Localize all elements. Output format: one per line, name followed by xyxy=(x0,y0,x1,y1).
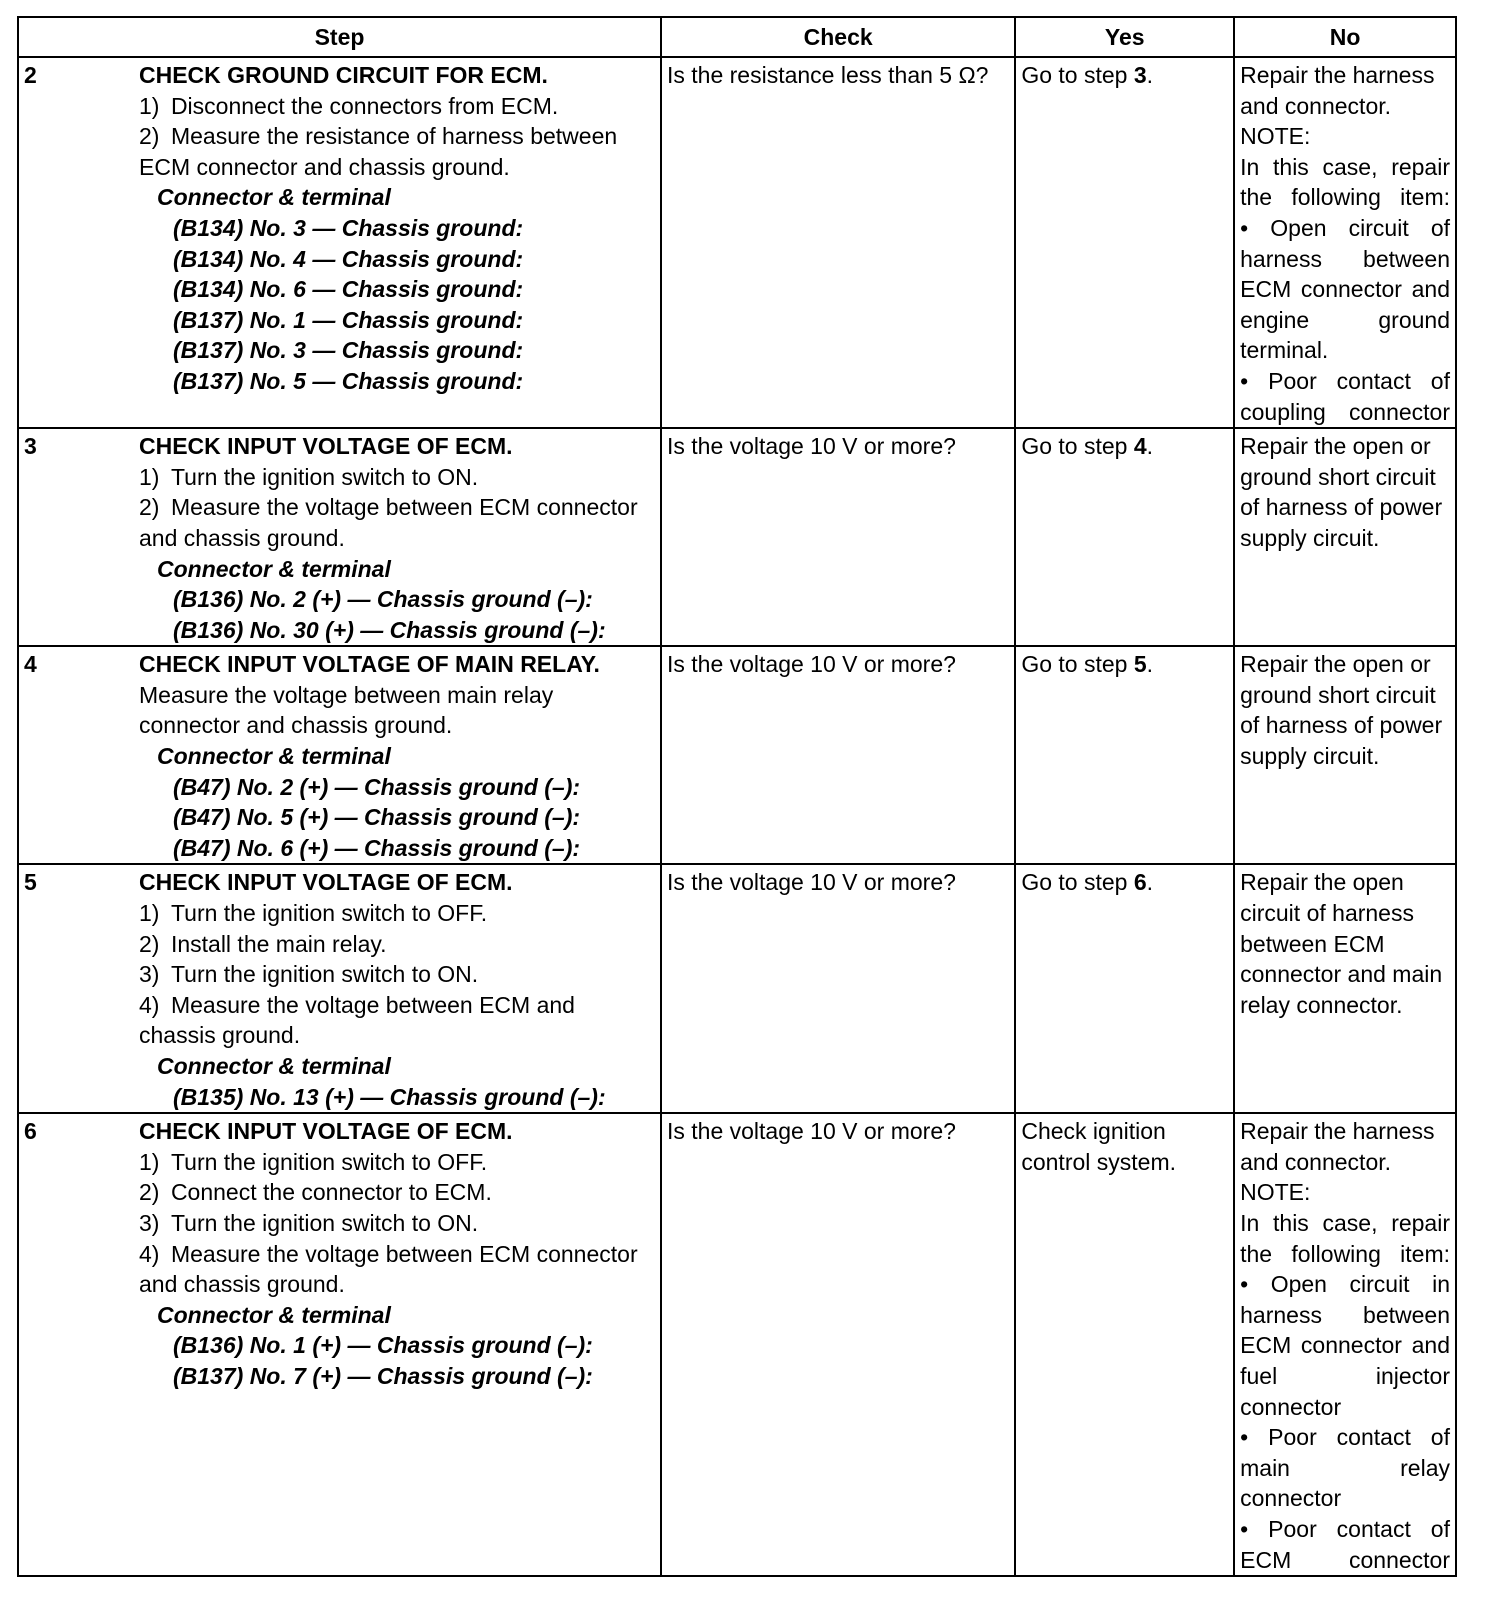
step-cell xyxy=(18,646,661,864)
step-title: CHECK INPUT VOLTAGE OF MAIN RELAY. xyxy=(139,651,600,678)
connector-terminal: (B47) No. 2 (+) — Chassis ground (–): xyxy=(173,773,581,800)
yes-text: Go to step xyxy=(1021,433,1134,460)
step-instruction: 1) Disconnect the connectors from ECM. xyxy=(139,92,559,119)
yes-step-number: 4 xyxy=(1133,433,1147,460)
yes-cell xyxy=(1015,1113,1234,1576)
connector-heading: Connector & terminal xyxy=(157,743,391,770)
note-bullet: • Poor contact of coupling connector xyxy=(1240,367,1450,425)
header-row xyxy=(18,17,1456,57)
step-instruction: 1) Turn the ignition switch to OFF. xyxy=(139,1148,488,1175)
note-label: NOTE: xyxy=(1240,1179,1311,1206)
no-cell xyxy=(1234,57,1456,428)
no-text: Repair the open or ground short circuit of harness of power supply circuit. xyxy=(1240,433,1443,551)
step-instruction: 2) Connect the connector to ECM. xyxy=(139,1179,492,1206)
step-instruction: 3) Turn the ignition switch to ON. xyxy=(139,1209,479,1236)
step-title: CHECK INPUT VOLTAGE OF ECM. xyxy=(139,433,513,460)
yes-cell: Go to step 5. xyxy=(1015,646,1234,864)
step-number: 3 xyxy=(24,433,37,460)
no-text: Repair the harness and connector. xyxy=(1240,62,1435,119)
no-cell xyxy=(1234,1113,1456,1576)
yes-cell: Go to step 4. xyxy=(1015,428,1234,646)
yes-text: Go to step xyxy=(1021,62,1134,88)
note-bullet: • Poor contact of ECM connector xyxy=(1240,1515,1450,1573)
no-text: Repair the harness and connector. xyxy=(1240,1118,1435,1175)
check-cell: Is the voltage 10 V or more? xyxy=(661,864,1015,1113)
step-instruction: 2) Install the main relay. xyxy=(139,930,387,957)
yes-step-number: 6 xyxy=(1133,869,1147,896)
check-cell: Is the voltage 10 V or more? xyxy=(661,1113,1015,1576)
step-row xyxy=(18,864,1456,1113)
step-instruction: Measure the voltage between main relay connector and chassis ground. xyxy=(139,681,554,739)
check-cell: Is the resistance less than 5 Ω? xyxy=(661,57,1015,428)
step-instruction: 3) Turn the ignition switch to ON. xyxy=(139,961,479,988)
step-row xyxy=(18,646,1456,864)
connector-terminal: (B136) No. 30 (+) — Chassis ground (–): xyxy=(173,616,606,643)
step-title: CHECK GROUND CIRCUIT FOR ECM. xyxy=(139,62,548,88)
step-number: 2 xyxy=(24,62,37,88)
no-cell xyxy=(1234,428,1456,646)
connector-terminal: (B137) No. 1 — Chassis ground: xyxy=(173,306,524,333)
yes-step-number: 5 xyxy=(1133,651,1147,678)
step-title: CHECK INPUT VOLTAGE OF ECM. xyxy=(139,1118,513,1145)
header-check: Check xyxy=(661,17,1015,57)
connector-heading: Connector & terminal xyxy=(157,184,391,211)
step-instruction: 1) Turn the ignition switch to OFF. xyxy=(139,900,488,927)
connector-terminal: (B136) No. 1 (+) — Chassis ground (–): xyxy=(173,1332,593,1359)
note-label: NOTE: xyxy=(1240,123,1311,150)
step-row xyxy=(18,57,1456,428)
diagnostic-table xyxy=(17,16,1457,1577)
yes-text: Go to step xyxy=(1021,869,1134,896)
note-bullet: • Open circuit of harness between ECM connector and engine ground terminal. xyxy=(1240,214,1450,364)
note-bullet: • Poor contact of main relay connector xyxy=(1240,1424,1450,1512)
step-cell xyxy=(18,428,661,646)
note-intro: In this case, repair the following item: xyxy=(1240,153,1450,211)
header-step: Step xyxy=(18,17,661,57)
step-row xyxy=(18,428,1456,646)
yes-cell: Go to step 3. xyxy=(1015,57,1234,428)
no-cell xyxy=(1234,646,1456,864)
step-row xyxy=(18,1113,1456,1576)
connector-terminal: (B134) No. 4 — Chassis ground: xyxy=(173,245,524,272)
no-cell xyxy=(1234,864,1456,1113)
connector-terminal: (B137) No. 7 (+) — Chassis ground (–): xyxy=(173,1362,593,1389)
connector-heading: Connector & terminal xyxy=(157,1053,391,1079)
note-intro: In this case, repair the following item: xyxy=(1240,1209,1450,1267)
step-cell xyxy=(18,1113,661,1576)
connector-terminal: (B136) No. 2 (+) — Chassis ground (–): xyxy=(173,586,593,613)
step-cell xyxy=(18,57,661,428)
step-number: 5 xyxy=(24,869,37,896)
step-instruction: 2) Measure the voltage between ECM connector and chassis ground. xyxy=(139,494,638,551)
check-cell: Is the voltage 10 V or more? xyxy=(661,428,1015,646)
step-instruction: 2) Measure the resistance of harness between ECM connector and chassis ground. xyxy=(139,123,618,180)
step-number: 6 xyxy=(24,1118,37,1145)
connector-heading: Connector & terminal xyxy=(157,555,391,582)
header-yes: Yes xyxy=(1015,17,1234,57)
connector-terminal: (B135) No. 13 (+) — Chassis ground (–): xyxy=(173,1083,606,1110)
step-instruction: 4) Measure the voltage between ECM and chassis ground. xyxy=(139,991,575,1049)
yes-step-number: 3 xyxy=(1133,62,1147,88)
step-instruction: 4) Measure the voltage between ECM connector and chassis ground. xyxy=(139,1240,638,1298)
yes-text: Go to step xyxy=(1021,651,1134,678)
connector-heading: Connector & terminal xyxy=(157,1301,391,1328)
step-title: CHECK INPUT VOLTAGE OF ECM. xyxy=(139,869,513,896)
step-instruction: 1) Turn the ignition switch to ON. xyxy=(139,463,479,490)
step-number: 4 xyxy=(24,651,37,678)
connector-terminal: (B134) No. 3 — Chassis ground: xyxy=(173,214,524,241)
connector-terminal: (B137) No. 3 — Chassis ground: xyxy=(173,337,524,364)
connector-terminal: (B134) No. 6 — Chassis ground: xyxy=(173,276,524,303)
no-text: Repair the open or ground short circuit of harness of power supply circuit. xyxy=(1240,651,1443,770)
connector-terminal: (B47) No. 5 (+) — Chassis ground (–): xyxy=(173,804,581,831)
yes-cell: Go to step 6. xyxy=(1015,864,1234,1113)
step-cell xyxy=(18,864,661,1113)
no-text: Repair the open circuit of harness between ECM connector and main relay connector. xyxy=(1240,869,1443,1018)
note-bullet: • Open circuit in harness between ECM connector and fuel injector connector xyxy=(1240,1271,1450,1420)
check-cell: Is the voltage 10 V or more? xyxy=(661,646,1015,864)
header-no: No xyxy=(1234,17,1456,57)
connector-terminal: (B47) No. 6 (+) — Chassis ground (–): xyxy=(173,834,581,861)
yes-text: Check ignition control system. xyxy=(1021,1118,1176,1175)
connector-terminal: (B137) No. 5 — Chassis ground: xyxy=(173,367,524,394)
